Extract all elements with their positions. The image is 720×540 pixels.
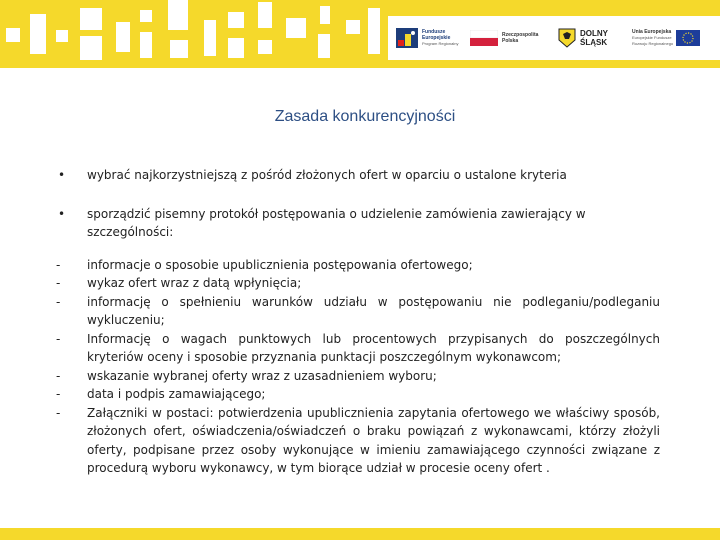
decor-square [286,18,306,38]
decor-square [204,20,216,56]
list-item [56,330,660,367]
logo-sub-text: Program Regionalny [422,41,459,46]
unia-europejska-logo [632,16,718,60]
decor-square [6,28,20,42]
list-item-text: informacje o sposobie upublicznienia postępowania ofertowego; [87,257,473,272]
decor-square [258,40,272,54]
decor-square [320,6,330,24]
logo-panel [388,16,720,60]
logo-text-line: Fundusze [422,29,446,35]
dash-mark: - [56,368,61,383]
decor-square [140,10,152,22]
dolny-slask-logo [558,16,622,60]
list-item [56,256,660,275]
list-item-text: data i podpis zamawiającego; [87,387,266,401]
decor-square [140,32,152,58]
list-item [56,274,660,293]
dash-mark: - [56,405,61,420]
dash-mark: - [56,331,61,346]
bullet-item [56,205,660,242]
list-item-text: Informację o wagach punktowych lub procentowych przypisanych do poszczególnych kryteriów oceny i sposobie przyznania punktacji poszczególnym wykonawcom; [87,331,660,364]
dash-mark: - [56,257,61,272]
list-item-text: wskazanie wybranej oferty wraz z uzasadnieniem wyboru; [87,368,437,383]
logo-text-line: Unia Europejska [632,29,672,35]
list-item-text: wykaz ofert wraz z datą wpłynięcia; [87,276,302,290]
decor-square [318,34,330,58]
decor-square [56,30,68,42]
dash-mark: - [56,276,61,290]
decor-square [80,8,102,30]
eu-funds-icon [396,28,418,48]
list-item-text: Załączniki w postaci: potwierdzenia upublicznienia zapytania ofertowego we właściwy sposób, złożonych ofert, oświadczenia/oświadczeń o braku powiązań z wykonawcami, którzy złożyli oferty, podpisane przez osoby wykonujące w imieniu zamawiającego czynności związane z procedurą wyboru wykonawcy, w tym biorące udział w procesie oceny ofert . [87,405,660,475]
logo-text-line: DOLNY [580,29,608,38]
decor-square [228,38,244,58]
decor-square [80,36,102,60]
bullet-mark: • [58,206,66,221]
list-item [56,404,660,478]
footer-band [0,528,720,540]
logo-sub-text: Rozwoju Regionalnego [632,41,674,46]
list-item [56,367,660,386]
fundusze-europejskie-logo [396,16,466,60]
decor-square [228,12,244,28]
decor-square [368,8,380,54]
content-body [56,166,660,478]
logo-text-line: Europejskie [422,35,451,41]
decor-square [168,0,188,30]
bullet-mark: • [58,168,66,182]
decor-square [170,40,188,58]
bullet-text: sporządzić pisemny protokół postępowania o udzielenie zamówienia zawierający w szczególności: [87,206,586,239]
page-title: Zasada konkurencyjności [274,108,456,125]
eagle-emblem-icon [558,28,576,48]
dash-mark: - [56,387,61,401]
bullet-text: wybrać najkorzystniejszą z pośród złożonych ofert w oparciu o ustalone kryteria [87,168,567,182]
protocol-items-list [56,256,660,478]
logo-text-line: Polska [502,38,519,44]
decor-square [116,22,130,52]
decor-square [258,2,272,28]
eu-flag-icon [676,30,700,46]
list-item [56,293,660,330]
logo-sub-text: Europejskie Fundusze [632,35,672,40]
logo-text-line: ŚLĄSK [580,38,608,47]
logo-text-line: Rzeczpospolita [502,32,539,38]
list-item-text: informację o spełnieniu warunków udziału w postępowaniu nie podleganiu/podleganiu wykluczeniu; [87,294,660,327]
decor-square [346,20,360,34]
polish-flag-icon [470,30,498,46]
decor-square [30,14,46,54]
dash-mark: - [56,294,61,309]
list-item [56,385,660,404]
rzeczpospolita-polska-logo [470,16,550,60]
bullet-item [56,166,660,185]
